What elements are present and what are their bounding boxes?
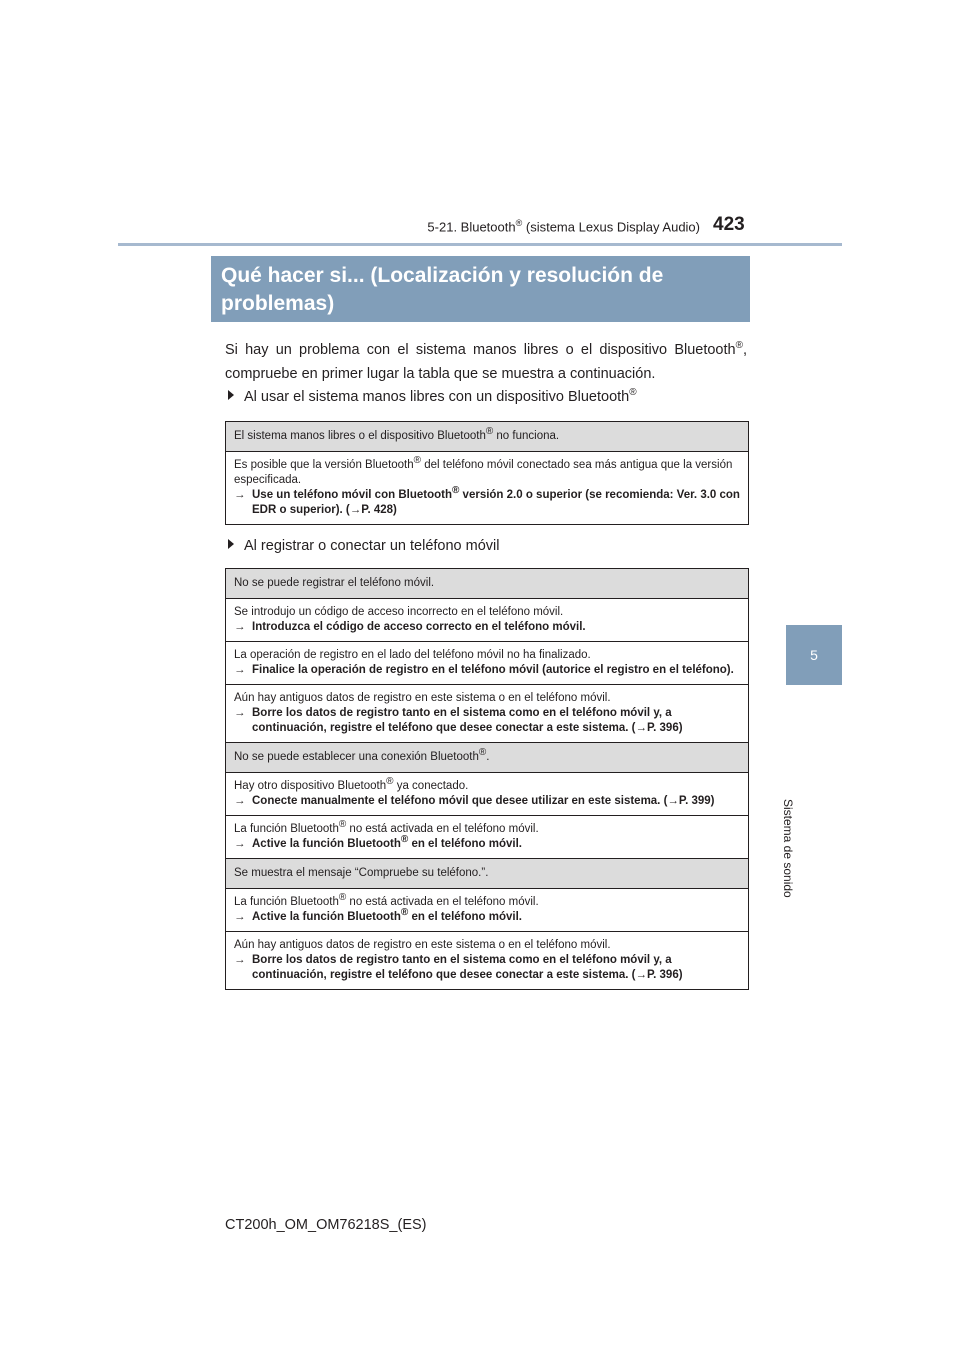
cause-text-part: La función Bluetooth — [234, 823, 339, 835]
table-row — [226, 931, 748, 989]
intro-paragraph — [225, 338, 747, 386]
table-row — [226, 451, 748, 524]
cause-text — [234, 605, 740, 620]
cause-text — [234, 455, 740, 488]
arrow-icon: → — [234, 707, 246, 719]
triangle-bullet-icon — [228, 390, 234, 400]
remedy-text-part: versión 2.0 o superior (se recomienda: Ver. 3.0 con EDR o superior). (→P. 428) — [252, 489, 740, 516]
remedy-text-part: en el teléfono móvil. — [408, 911, 522, 923]
remedy-text — [234, 953, 740, 983]
arrow-icon: → — [234, 489, 246, 501]
remedy-text — [234, 706, 740, 736]
table-row — [226, 684, 748, 742]
remedy-text-part: Introduzca el código de acceso correcto en el teléfono móvil. — [252, 621, 586, 633]
cause-text-part: La operación de registro en el lado del teléfono móvil no ha finalizado. — [234, 649, 591, 661]
cause-text-part: Se introdujo un código de acceso incorrecto en el teléfono móvil. — [234, 606, 564, 618]
header-section-suffix: (sistema Lexus Display Audio) — [522, 219, 700, 235]
symptom-text: El sistema manos libres o el dispositivo Bluetooth — [234, 430, 486, 442]
cause-text — [234, 648, 740, 663]
table-row — [226, 888, 748, 931]
table-row — [226, 641, 748, 684]
section-title: Qué hacer si... (Localización y resolución de problemas) — [211, 256, 750, 322]
registered-mark: ® — [478, 747, 487, 759]
cause-text — [234, 938, 740, 953]
subheading-register — [228, 538, 500, 554]
registered-mark: ® — [413, 455, 422, 467]
registered-mark: ® — [515, 218, 523, 228]
cause-text-part: La función Bluetooth — [234, 896, 339, 908]
registered-mark: ® — [735, 340, 743, 352]
remedy-text-part: Active la función Bluetooth — [252, 838, 401, 850]
triangle-bullet-icon — [228, 539, 234, 549]
table-heading-row — [226, 858, 748, 888]
cause-text-part: Aún hay antiguos datos de registro en este sistema o en el teléfono móvil. — [234, 939, 611, 951]
remedy-text — [234, 834, 740, 852]
registered-mark: ® — [386, 776, 394, 788]
symptom-text: Se muestra el mensaje “Compruebe su teléfono.”. — [234, 867, 489, 879]
arrow-icon: → — [234, 838, 246, 850]
subheading-handsfree — [228, 389, 637, 405]
remedy-text-part: Use un teléfono móvil con Bluetooth — [252, 489, 452, 501]
remedy-text-part: Conecte manualmente el teléfono móvil que desee utilizar en este sistema. (→P. 399) — [252, 795, 715, 807]
page-number: 423 — [713, 214, 745, 235]
cause-text — [234, 819, 740, 837]
symptom-text: No se puede establecer una conexión Bluetooth — [234, 751, 479, 763]
arrow-icon: → — [234, 954, 246, 966]
symptom-text: no funciona. — [493, 430, 560, 442]
cause-text-part: Hay otro dispositivo Bluetooth — [234, 780, 387, 792]
registered-mark: ® — [629, 387, 637, 399]
arrow-icon: → — [234, 795, 246, 807]
arrow-icon: → — [234, 911, 246, 923]
cause-text — [234, 776, 740, 794]
remedy-text — [234, 485, 740, 518]
arrow-icon: → — [234, 664, 246, 676]
table-heading-row — [226, 742, 748, 772]
cause-text — [234, 691, 740, 706]
subheading-text: Al registrar o conectar un teléfono móvil — [244, 538, 500, 554]
registered-mark: ® — [338, 819, 347, 831]
cause-text-part: no está activada en el teléfono móvil. — [346, 896, 539, 908]
registered-mark: ® — [400, 907, 409, 919]
remedy-text — [234, 794, 740, 809]
header-divider — [118, 243, 842, 246]
table-heading-row — [226, 422, 748, 451]
registered-mark: ® — [338, 892, 347, 904]
remedy-text-part: Borre los datos de registro tanto en el sistema como en el teléfono móvil y, a continuación, registre el teléfono que desee conectar a este sistema. (→P. 396) — [252, 707, 683, 734]
chapter-tab: 5 — [786, 625, 842, 685]
chapter-label-wrap — [755, 725, 855, 898]
remedy-text-part: Active la función Bluetooth — [252, 911, 401, 923]
remedy-text — [234, 663, 740, 678]
cause-text-part: Es posible que la versión Bluetooth — [234, 459, 414, 471]
table-row — [226, 598, 748, 641]
table-row — [226, 815, 748, 858]
troubleshooting-table-register — [225, 568, 749, 990]
chapter-label: Sistema de sonido — [781, 799, 795, 898]
registered-mark: ® — [485, 426, 494, 438]
intro-text-2: , compruebe en primer lugar la tabla que se muestra a continuación. — [225, 342, 747, 382]
remedy-text-part: Borre los datos de registro tanto en el sistema como en el teléfono móvil y, a continuación, registre el teléfono que desee conectar a este sistema. (→P. 396) — [252, 954, 683, 981]
cause-text-part: no está activada en el teléfono móvil. — [346, 823, 539, 835]
document-code: CT200h_OM_OM76218S_(ES) — [225, 1217, 427, 1233]
registered-mark: ® — [400, 834, 409, 846]
arrow-icon: → — [234, 621, 246, 633]
registered-mark: ® — [451, 485, 460, 497]
troubleshooting-table-handsfree — [225, 421, 749, 525]
table-heading-row — [226, 569, 748, 598]
running-header — [0, 218, 700, 234]
header-section-label: 5-21. Bluetooth — [427, 219, 516, 235]
remedy-text — [234, 907, 740, 925]
remedy-text-part: en el teléfono móvil. — [408, 838, 522, 850]
cause-text-part: Aún hay antiguos datos de registro en este sistema o en el teléfono móvil. — [234, 692, 611, 704]
table-row — [226, 772, 748, 815]
cause-text-part: del teléfono móvil conectado sea más antigua que la versión especificada. — [234, 459, 733, 486]
symptom-text: No se puede registrar el teléfono móvil. — [234, 577, 435, 589]
remedy-text-part: Finalice la operación de registro en el teléfono móvil (autorice el registro en el teléfono). — [252, 664, 734, 676]
cause-text — [234, 892, 740, 910]
remedy-text — [234, 620, 740, 635]
subheading-text: Al usar el sistema manos libres con un dispositivo Bluetooth — [244, 389, 630, 405]
symptom-text: . — [486, 751, 490, 763]
cause-text-part: ya conectado. — [393, 780, 469, 792]
intro-text-1: Si hay un problema con el sistema manos libres o el dispositivo Bluetooth — [225, 342, 736, 358]
